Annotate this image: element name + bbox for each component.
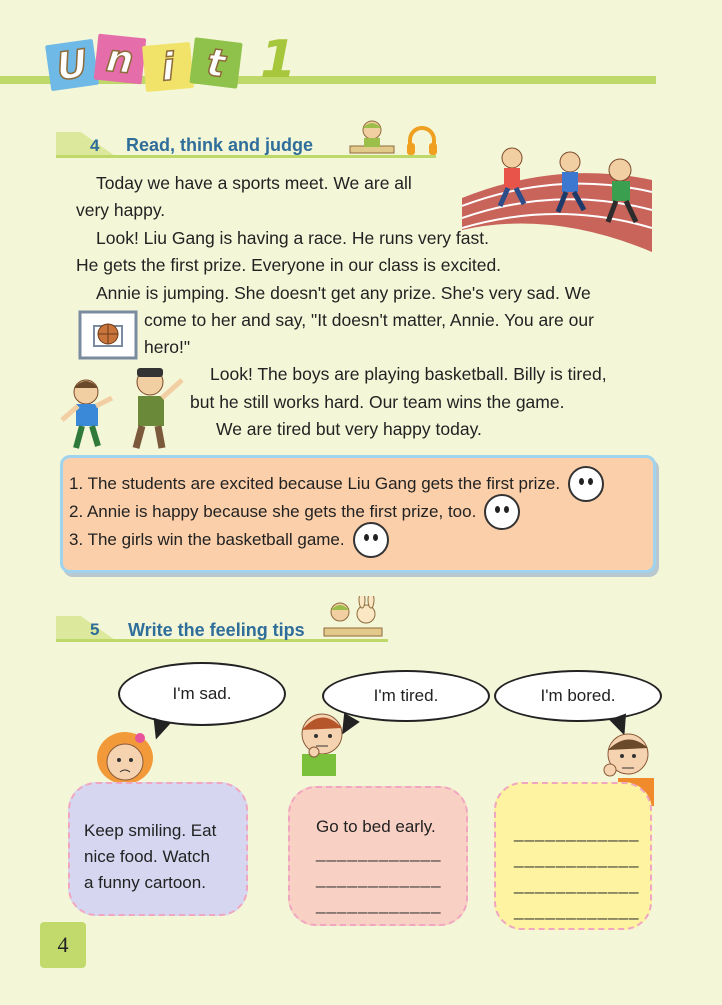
section-number: 4: [90, 136, 100, 155]
answer-blank[interactable]: ____________: [316, 895, 442, 914]
reading-line: hero!": [144, 337, 191, 357]
section-number: 5: [90, 620, 100, 639]
reading-line: Look! The boys are playing basketball. Billy is tired,: [210, 364, 607, 384]
tip-card-tired: [288, 786, 468, 926]
speech-bubble-tired: I'm tired.: [322, 670, 490, 722]
answer-blank[interactable]: ____________: [316, 843, 442, 862]
answer-blank[interactable]: ____________: [514, 901, 640, 920]
speech-bubble-sad: I'm sad.: [118, 662, 286, 726]
judge-face-icon[interactable]: [484, 494, 520, 530]
reading-line: Annie is jumping. She doesn't get any prize. She's very sad. We: [96, 283, 591, 303]
statement-row: [69, 522, 389, 558]
reading-line: Today we have a sports meet. We are all: [96, 173, 412, 193]
unit-letter-tile: n: [94, 34, 147, 85]
judge-face-icon[interactable]: [568, 466, 604, 502]
reading-line: We are tired but very happy today.: [216, 419, 482, 439]
statement-text: 1. The students are excited because Liu Gang gets the first prize.: [69, 474, 561, 493]
tip-card-sad: [68, 782, 248, 916]
reading-line: come to her and say, "It doesn't matter, Annie. You are our: [144, 310, 594, 330]
reading-kid-icon: [346, 118, 398, 156]
section-title: Read, think and judge: [126, 135, 314, 155]
judge-statements-box: [60, 455, 656, 573]
speech-bubble-bored: I'm bored.: [494, 670, 662, 722]
unit-letter-tile: t: [189, 37, 242, 89]
unit-letter-tile: U: [45, 39, 99, 91]
reading-line: very happy.: [76, 200, 166, 220]
judge-face-icon[interactable]: [353, 522, 389, 558]
tip-line: Keep smiling. Eat: [84, 821, 217, 840]
section-title: Write the feeling tips: [128, 620, 305, 640]
tip-line: nice food. Watch: [84, 847, 210, 866]
statement-text: 2. Annie is happy because she gets the first prize, too.: [69, 502, 477, 521]
answer-blank[interactable]: ____________: [316, 869, 442, 888]
answer-blank[interactable]: ____________: [514, 823, 640, 842]
running-race-illustration: [462, 140, 652, 258]
page-number: 4: [40, 922, 86, 968]
tip-line: Go to bed early.: [316, 817, 436, 836]
reading-line: He gets the first prize. Everyone in our class is excited.: [76, 255, 502, 275]
headphones-icon: [405, 124, 439, 158]
reading-line: Look! Liu Gang is having a race. He runs very fast.: [96, 228, 489, 248]
tip-card-bored: [494, 782, 652, 930]
unit-number: 1: [260, 30, 297, 90]
writing-kids-icon: [320, 596, 386, 640]
basketball-boys-illustration: [58, 310, 190, 455]
reading-line: but he still works hard. Our team wins the game.: [190, 392, 565, 412]
tip-line: a funny cartoon.: [84, 873, 206, 892]
answer-blank[interactable]: ____________: [514, 875, 640, 894]
unit-letter-tile: i: [142, 42, 194, 92]
statement-text: 3. The girls win the basketball game.: [69, 530, 345, 549]
tired-boy-illustration: [286, 706, 356, 778]
answer-blank[interactable]: ____________: [514, 849, 640, 868]
